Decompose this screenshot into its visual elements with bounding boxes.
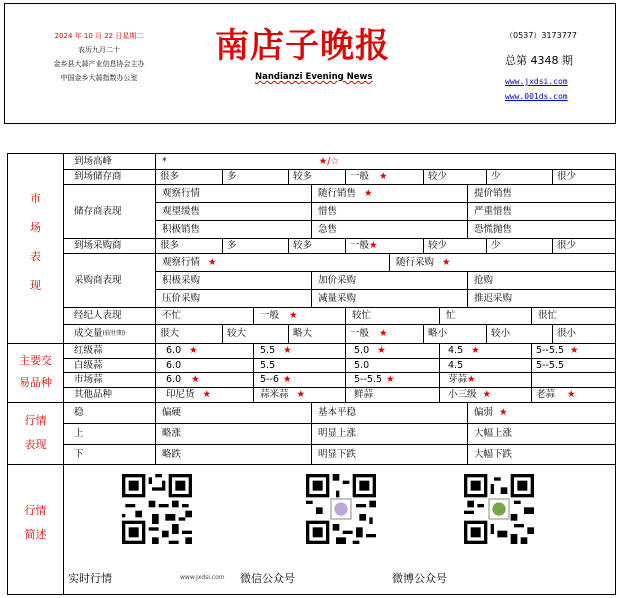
opt-cell: 很少: [552, 238, 615, 253]
price-cell: 6.0: [155, 358, 253, 372]
opt-cell: 急售: [311, 220, 467, 238]
price-cell: 5--5.5 ★: [345, 372, 439, 387]
opt-cell: 较少: [423, 238, 486, 253]
masthead-left-info: [9, 29, 189, 85]
opt-cell: 提价销售: [467, 184, 615, 202]
opt-cell: 恐慌抛售: [467, 220, 615, 238]
price-cell: 5.0: [345, 358, 439, 372]
variety-name: 红级蒜: [63, 343, 155, 358]
label-arrival-peak: 到场高峰: [63, 154, 155, 169]
opt-cell: 很大: [155, 324, 222, 343]
english-title: Nandianzi Evening News: [255, 72, 373, 82]
price-cell: 5--5.5: [531, 358, 615, 372]
opt-cell: 很多: [155, 238, 222, 253]
opt-cell: 很多: [155, 169, 222, 184]
variety-name: 市场蒜: [63, 372, 155, 387]
price-cell: 4.5: [439, 358, 531, 372]
opt-cell: 多: [222, 169, 288, 184]
caption-weibo: 微博公众号: [392, 572, 447, 585]
label-stock-arrival: 到场储存商: [63, 169, 155, 184]
section-market: 市 场 表 现: [30, 192, 41, 292]
opt-cell: 积极销售: [155, 220, 311, 238]
opt-cell-selected: 一般 ★: [345, 324, 423, 343]
qr-site-label: www.jxdsi.com: [180, 574, 225, 581]
price-cell: 5.5: [253, 358, 345, 372]
lunar-date: 农历九月二十: [78, 46, 120, 54]
price-cell-empty: [531, 372, 615, 387]
issue-number: 总第 4348 期: [505, 54, 573, 67]
price-cell: 小三级 ★: [439, 387, 531, 402]
trend-cell: 略涨: [155, 423, 311, 444]
price-cell: 5.0 ★: [345, 343, 439, 358]
price-cell: 4.5 ★: [439, 343, 531, 358]
trend-cell: 偏硬: [155, 402, 311, 423]
price-cell: 鲜蒜: [345, 387, 439, 402]
opt-cell: 不忙: [155, 307, 253, 324]
section-intro: 行情 简述: [8, 464, 63, 594]
price-cell: 芽蒜 ★: [439, 372, 531, 387]
opt-cell: 很忙: [531, 307, 615, 324]
price-cell: 5.5 ★: [253, 343, 345, 358]
opt-cell: 较忙: [345, 307, 439, 324]
section-varieties: 主要交 易品种: [8, 343, 63, 402]
opt-cell: 很少: [552, 169, 615, 184]
trend-cell-selected: 偏弱 ★: [467, 402, 615, 423]
trend-cell: 大幅上涨: [467, 423, 615, 444]
price-cell: 6.0 ★: [155, 372, 253, 387]
issue-date: 2024 年 10 月 22 日星期二: [54, 32, 144, 40]
label-stock-behavior: 储存商表现: [63, 184, 155, 238]
label-broker: 经纪人表现: [63, 307, 155, 324]
trend-cell: 大幅下跌: [467, 444, 615, 464]
arrival-peak-value: * ★/☆: [155, 154, 615, 169]
opt-cell: 略大: [288, 324, 345, 343]
caption-realtime: 实时行情: [68, 572, 112, 585]
trend-cell: 略跌: [155, 444, 311, 464]
market-table: [7, 153, 616, 595]
section-trend: 行情 表现: [8, 402, 63, 464]
opt-cell: 惜售: [311, 202, 467, 220]
price-cell: 5--5.5 ★: [531, 343, 615, 358]
trend-label: 稳: [63, 402, 155, 423]
opt-cell: 很小: [552, 324, 615, 343]
opt-cell-selected: 一般 ★: [345, 169, 423, 184]
trend-label: 下: [63, 444, 155, 464]
trend-cell: 明显上涨: [311, 423, 467, 444]
website-link-2[interactable]: www.001ds.com: [505, 92, 568, 101]
opt-cell: 推迟采购: [467, 289, 615, 307]
price-cell: 6.0 ★: [155, 343, 253, 358]
label-buyer-behavior: 采购商表现: [63, 253, 155, 307]
opt-cell-selected: 一般 ★: [345, 238, 423, 253]
opt-cell: 较大: [222, 324, 288, 343]
price-cell: 老蒜 ★: [531, 387, 615, 402]
opt-cell: 忙: [439, 307, 531, 324]
opt-cell: 较多: [288, 169, 345, 184]
opt-cell: 略小: [423, 324, 486, 343]
office: 中国金乡大蒜指数办公室: [60, 74, 138, 82]
opt-cell-selected: 观察行情 ★: [155, 253, 389, 271]
opt-cell: 减量采购: [311, 289, 467, 307]
opt-cell: 抢购: [467, 271, 615, 289]
opt-cell: 压价采购: [155, 289, 311, 307]
price-cell: 印尼货 ★: [155, 387, 253, 402]
trend-cell: 基本平稳: [311, 402, 467, 423]
trend-label: 上: [63, 423, 155, 444]
opt-cell: 观望缓售: [155, 202, 311, 220]
phone: （0537）3173777: [505, 31, 577, 40]
price-cell: 5--6 ★: [253, 372, 345, 387]
opt-cell: 多: [222, 238, 288, 253]
opt-cell-selected: 随行采购 ★: [389, 253, 615, 271]
opt-cell: 较多: [288, 238, 345, 253]
sponsor: 金乡县大蒜产业信息协会主办: [53, 60, 145, 68]
website-link-1[interactable]: www.jxdsi.com: [505, 77, 568, 86]
caption-wechat: 微信公众号: [240, 572, 295, 585]
opt-cell: 严重惜售: [467, 202, 615, 220]
label-buyer-arrival: 到场采购商: [63, 238, 155, 253]
opt-cell-selected: 随行销售 ★: [311, 184, 467, 202]
trend-cell: 明显下跌: [311, 444, 467, 464]
opt-cell: 少: [486, 238, 552, 253]
label-volume: 成交量 (较往期): [63, 324, 155, 343]
opt-cell: 较少: [423, 169, 486, 184]
opt-cell: 积极采购: [155, 271, 311, 289]
qr-code-realtime[interactable]: [122, 474, 192, 544]
opt-cell: 观察行情: [155, 184, 311, 202]
opt-cell: 加价采购: [311, 271, 467, 289]
masthead: [4, 3, 616, 124]
variety-name: 白级蒜: [63, 358, 155, 372]
price-cell: 蒜米蒜 ★: [253, 387, 345, 402]
variety-name: 其他品种: [63, 387, 155, 402]
qr-code-wechat[interactable]: [306, 474, 376, 544]
opt-cell-selected: 一般 ★: [253, 307, 345, 324]
qr-code-weibo[interactable]: [464, 474, 534, 544]
opt-cell: 较小: [486, 324, 552, 343]
newspaper-title: 南店子晚报: [215, 26, 390, 66]
opt-cell: 少: [486, 169, 552, 184]
